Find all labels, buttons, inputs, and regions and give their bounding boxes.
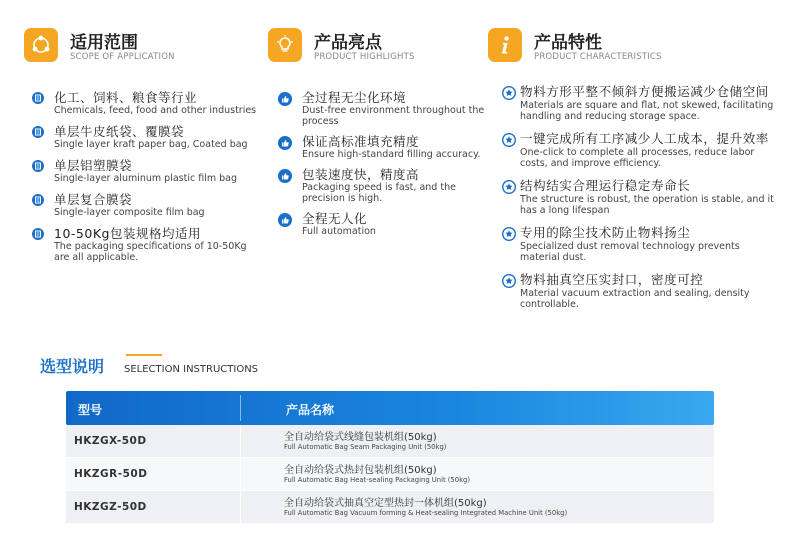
highlight-item-cn: 保证高标准填充精度: [302, 134, 420, 149]
row-model: HKZGX-50D: [74, 435, 147, 447]
characteristic-item-cn: 专用的除尘技术防止物料扬尘: [520, 225, 691, 240]
highlight-item-en: Full automation: [302, 226, 376, 237]
info-icon: [488, 28, 522, 62]
scope-title: 适用范围: [70, 33, 138, 53]
scope-item-en: Single layer kraft paper bag, Coated bag: [54, 139, 248, 150]
characteristic-item-en: The structure is robust, the operation is stable, and it has a long lifespan: [520, 194, 774, 216]
characteristics-subtitle: PRODUCT CHARACTERISTICS: [534, 52, 662, 62]
highlight-item-cn: 全程无人化: [302, 211, 368, 226]
document-icon: [32, 194, 44, 206]
scope-item-en: The packaging specifications of 10-50Kg are all applicable.: [54, 241, 247, 263]
highlight-item-cn: 全过程无尘化环境: [302, 90, 407, 105]
sharing-nodes-icon: [24, 28, 58, 62]
scope-item-en: Single-layer composite film bag: [54, 207, 205, 218]
star-icon: [502, 86, 516, 100]
thumbs-up-icon: [278, 169, 292, 183]
heading-accent-bar: [126, 354, 162, 356]
scope-list: [24, 90, 262, 271]
row-model: HKZGZ-50D: [74, 501, 147, 513]
characteristic-item-en: Specialized dust removal technology prevents material dust.: [520, 241, 740, 263]
highlight-item-en: Ensure high-standard filling accuracy.: [302, 149, 481, 160]
list-item: [268, 167, 490, 204]
row-name-en: Full Automatic Bag Seam Packaging Unit (50kg): [284, 443, 447, 451]
scope-item-cn: 10-50Kg包装规格均适用: [54, 226, 201, 241]
list-item: [24, 158, 262, 184]
characteristic-item-cn: 一键完成所有工序减少人工成本，提升效率: [520, 131, 769, 146]
selection-heading: [40, 354, 259, 377]
characteristics-list: [488, 84, 778, 319]
characteristics-title: 产品特性: [534, 33, 602, 53]
lightbulb-icon: [268, 28, 302, 62]
list-item: [488, 178, 778, 216]
scope-item-en: Chemicals, feed, food and other industries: [54, 105, 257, 116]
characteristic-item-cn: 物料方形平整不倾斜方便搬运减少仓储空间: [520, 84, 769, 99]
scope-item-cn: 化工、饲料、粮食等行业: [54, 90, 198, 105]
document-icon: [32, 160, 44, 172]
header-model: 型号: [78, 403, 103, 417]
list-item: [24, 192, 262, 218]
row-divider: [240, 458, 241, 490]
header-divider: [240, 395, 241, 421]
table-header: [66, 391, 714, 425]
scope-item-cn: 单层牛皮纸袋、覆膜袋: [54, 124, 185, 139]
row-name-cn: 全自动给袋式热封包装机组(50kg): [284, 465, 437, 476]
scope-item-cn: 单层复合膜袋: [54, 192, 133, 207]
row-name-cn: 全自动给袋式线缝包装机组(50kg): [284, 432, 437, 443]
selection-title: 选型说明: [40, 357, 105, 376]
row-name-cn: 全自动给袋式抽真空定型热封一体机组(50kg): [284, 498, 487, 509]
table-row: [66, 425, 714, 458]
characteristic-item-en: Material vacuum extraction and sealing, density controllable.: [520, 288, 750, 310]
highlights-subtitle: PRODUCT HIGHLIGHTS: [314, 52, 415, 62]
list-item: [24, 226, 262, 263]
list-item: [24, 124, 262, 150]
highlight-item-cn: 包装速度快，精度高: [302, 167, 420, 182]
scope-item-en: Single-layer aluminum plastic film bag: [54, 173, 238, 184]
highlights-title: 产品亮点: [314, 33, 382, 53]
characteristic-item-en: One-click to complete all processes, reduce labor costs, and improve efficiency.: [520, 147, 755, 169]
list-item: [268, 211, 490, 237]
list-item: [24, 90, 262, 116]
row-name-en: Full Automatic Bag Vacuum forming & Heat-sealing Integrated Machine Unit (50kg): [284, 509, 568, 517]
selection-table: [66, 391, 714, 524]
star-icon: [502, 133, 516, 147]
highlight-item-en: Dust-free environment throughout the process: [302, 105, 485, 127]
scope-item-cn: 单层铝塑膜袋: [54, 158, 133, 173]
scope-subtitle: SCOPE OF APPLICATION: [70, 52, 175, 62]
document-icon: [32, 92, 44, 104]
thumbs-up-icon: [278, 92, 292, 106]
list-item: [488, 272, 778, 310]
star-icon: [502, 227, 516, 241]
row-divider: [240, 425, 241, 457]
characteristic-item-en: Materials are square and flat, not skewed, facilitating handling and reducing storage space.: [520, 100, 774, 122]
row-divider: [240, 491, 241, 523]
star-icon: [502, 180, 516, 194]
list-item: [268, 90, 490, 127]
characteristic-item-cn: 物料抽真空压实封口，密度可控: [520, 272, 704, 287]
highlights-list: [268, 90, 490, 244]
list-item: [488, 84, 778, 122]
table-row: [66, 491, 714, 524]
header-product-name: 产品名称: [286, 403, 335, 417]
row-model: HKZGR-50D: [74, 468, 148, 480]
selection-subtitle: SELECTION INSTRUCTIONS: [124, 364, 259, 375]
document-icon: [32, 126, 44, 138]
star-icon: [502, 274, 516, 288]
row-name-en: Full Automatic Bag Heat-sealing Packaging Unit (50kg): [284, 476, 470, 484]
highlight-item-en: Packaging speed is fast, and the precision is high.: [302, 182, 456, 204]
list-item: [488, 225, 778, 263]
characteristic-item-cn: 结构结实合理运行稳定寿命长: [520, 178, 691, 193]
list-item: [268, 134, 490, 160]
table-row: [66, 458, 714, 491]
list-item: [488, 131, 778, 169]
thumbs-up-icon: [278, 136, 292, 150]
thumbs-up-icon: [278, 213, 292, 227]
document-icon: [32, 228, 44, 240]
